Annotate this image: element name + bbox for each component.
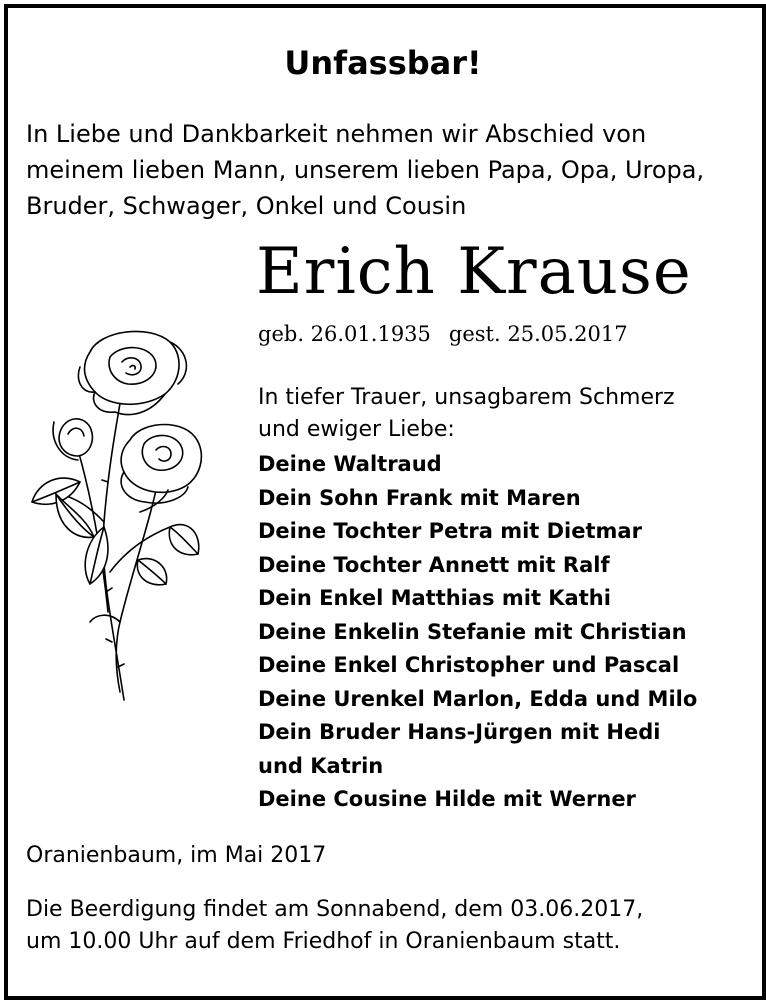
mourning-text bbox=[258, 382, 728, 446]
mourner-entry: und Katrin bbox=[258, 753, 384, 778]
headline: Unfassbar! bbox=[284, 44, 482, 82]
deceased-name: Erich Krause bbox=[256, 235, 692, 309]
mourner-entry: Deine Tochter Petra mit Dietmar bbox=[258, 519, 642, 543]
intro-line: Bruder, Schwager, Onkel und Cousin bbox=[26, 192, 467, 220]
mourner-entry: Deine Urenkel Marlon, Edda und Milo bbox=[258, 686, 698, 711]
mourner-entry: Dein Bruder Hans-Jürgen mit Hedi bbox=[258, 720, 661, 744]
mourner-entry: Dein Sohn Frank mit Maren bbox=[258, 485, 581, 510]
birth-date: geb. 26.01.1935 bbox=[258, 322, 431, 346]
intro-text bbox=[26, 116, 746, 224]
life-dates bbox=[258, 322, 628, 346]
mourner-entry: Dein Enkel Matthias mit Kathi bbox=[258, 586, 611, 610]
death-date: gest. 25.05.2017 bbox=[448, 322, 628, 346]
funeral-line: um 10.00 Uhr auf dem Friedhof in Oranienbaum statt. bbox=[26, 929, 621, 954]
intro-line: meinem lieben Mann, unserem lieben Papa, Opa, Uropa, bbox=[26, 156, 705, 184]
mourner-entry: Deine Enkel Christopher und Pascal bbox=[258, 653, 680, 677]
intro-line: In Liebe und Dankbarkeit nehmen wir Abschied von bbox=[26, 120, 647, 148]
mourner-entry: Deine Enkelin Stefanie mit Christian bbox=[258, 619, 687, 644]
mourning-line: In tiefer Trauer, unsagbarem Schmerz bbox=[258, 385, 675, 410]
funeral-line: Die Beerdigung findet am Sonnabend, dem 03.06.2017, bbox=[26, 897, 644, 922]
place-date: Oranienbaum, im Mai 2017 bbox=[26, 843, 327, 868]
mourner-entry: Deine Waltraud bbox=[258, 452, 442, 476]
mourner-entry: Deine Tochter Annett mit Ralf bbox=[258, 552, 610, 577]
rose-illustration bbox=[20, 322, 220, 712]
funeral-info bbox=[26, 894, 746, 958]
mourners-list bbox=[258, 448, 697, 817]
mourner-entry: Deine Cousine Hilde mit Werner bbox=[258, 787, 636, 811]
mourning-line: und ewiger Liebe: bbox=[258, 417, 455, 442]
